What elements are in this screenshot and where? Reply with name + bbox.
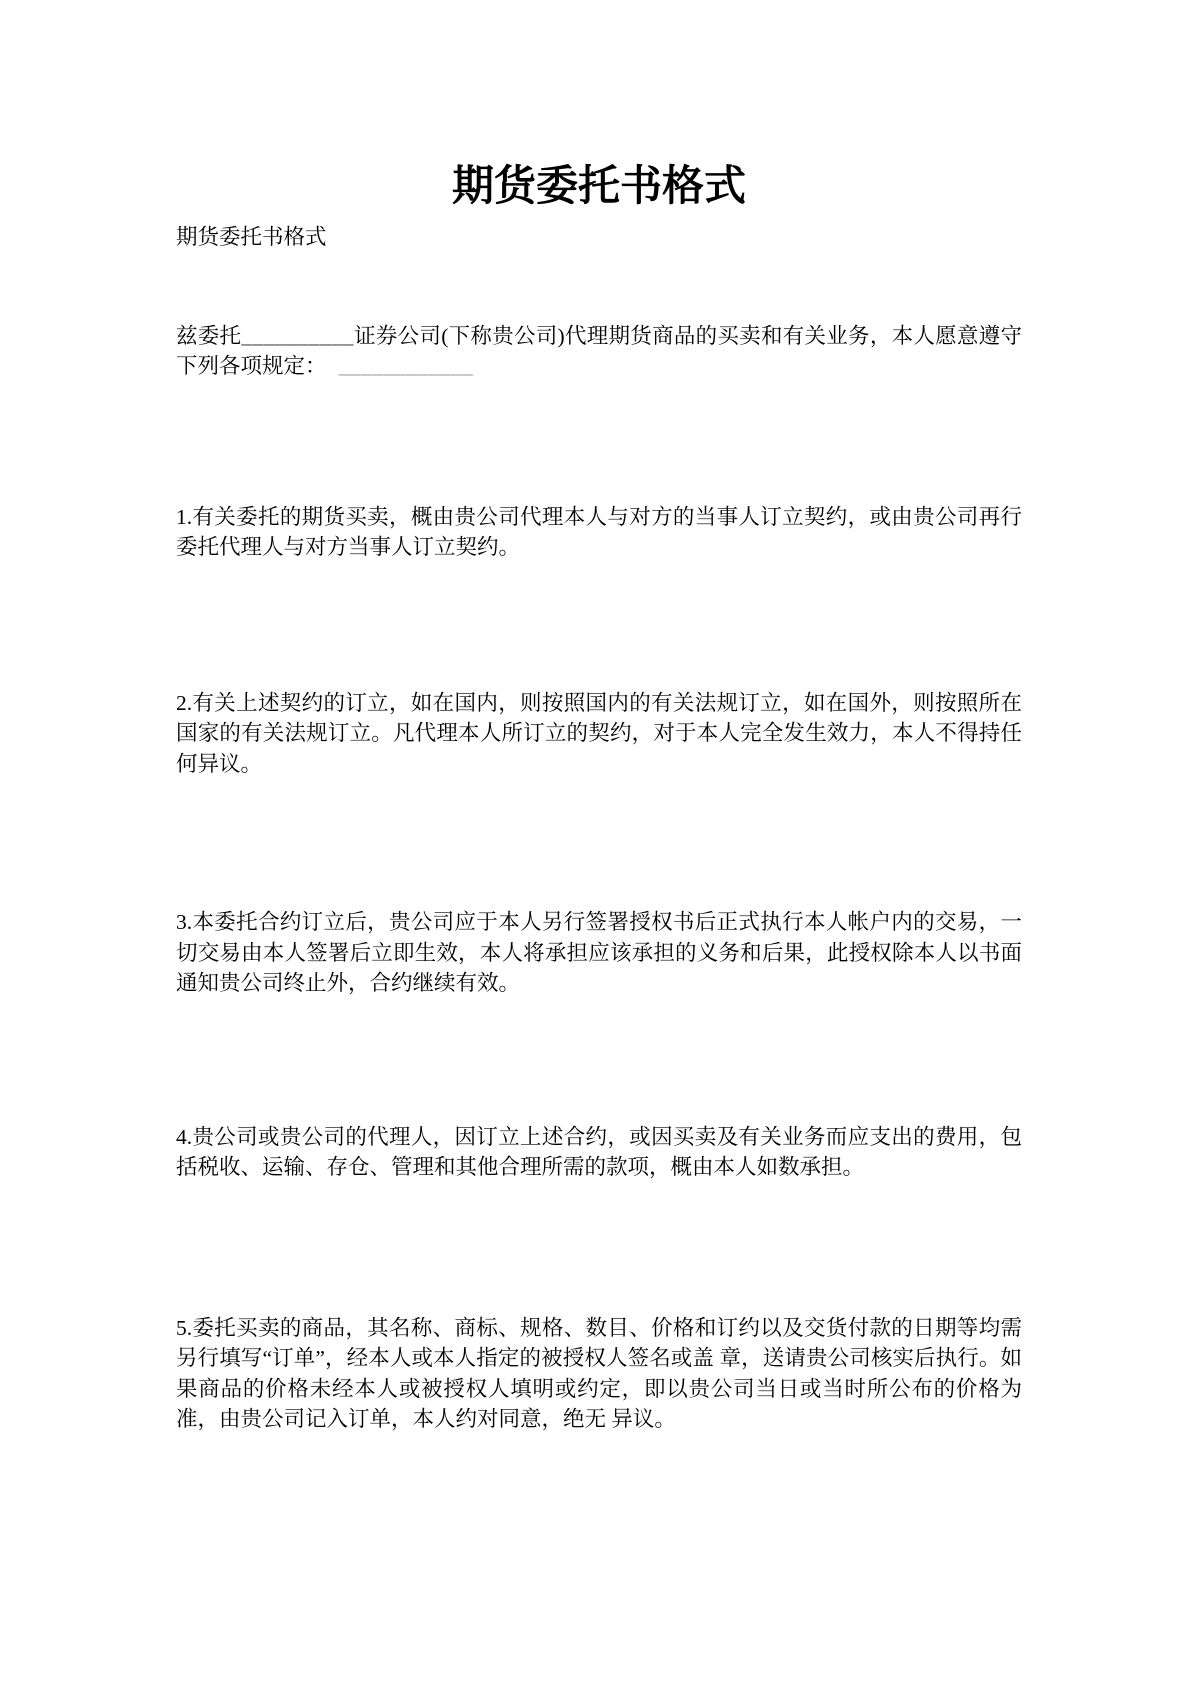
document-subtitle: 期货委托书格式 xyxy=(176,225,327,249)
intro-body-text: 证券公司(下称贵公司)代理期货商品的买卖和有关业务，本人愿意遵守下列各项规定： xyxy=(176,323,1022,378)
intro-lead-text: 兹委托 xyxy=(176,323,242,348)
fill-in-blank-rules: ____________ xyxy=(338,354,474,378)
document-title: 期货委托书格式 xyxy=(451,164,746,210)
clause-5: 5.委托买卖的商品，其名称、商标、规格、数目、价格和订约以及交货付款的日期等均需另行填写“订单”，经本人或本人指定的被授权人签名或盖 章，送请贵公司核实后执行。如果商品的价格未经本人或被授权人填明或约定，即以贵公司当日或当时所公布的价格为准，由贵公司记入订单，本人约对同意，绝无 异议。 xyxy=(176,1315,1022,1431)
clause-3: 3.本委托合约订立后，贵公司应于本人另行签署授权书后正式执行本人帐户内的交易，一切交易由本人签署后立即生效，本人将承担应该承担的义务和后果，此授权除本人以书面通知贵公司终止外，合约继续有效。 xyxy=(176,910,1022,995)
clause-2: 2.有关上述契约的订立，如在国内，则按照国内的有关法规订立，如在国外，则按照所在国家的有关法规订立。凡代理本人所订立的契约，对于本人完全发生效力，本人不得持任何异议。 xyxy=(176,690,1022,776)
intro-paragraph xyxy=(176,321,1022,382)
fill-in-blank-company: __________ xyxy=(241,323,354,348)
clause-1: 1.有关委托的期货买卖，概由贵公司代理本人与对方的当事人订立契约，或由贵公司再行委托代理人与对方当事人订立契约。 xyxy=(176,504,1022,559)
clause-4: 4.贵公司或贵公司的代理人，因订立上述合约，或因买卖及有关业务而应支出的费用，包括税收、运输、存仓、管理和其他合理所需的款项，概由本人如数承担。 xyxy=(176,1124,1022,1179)
